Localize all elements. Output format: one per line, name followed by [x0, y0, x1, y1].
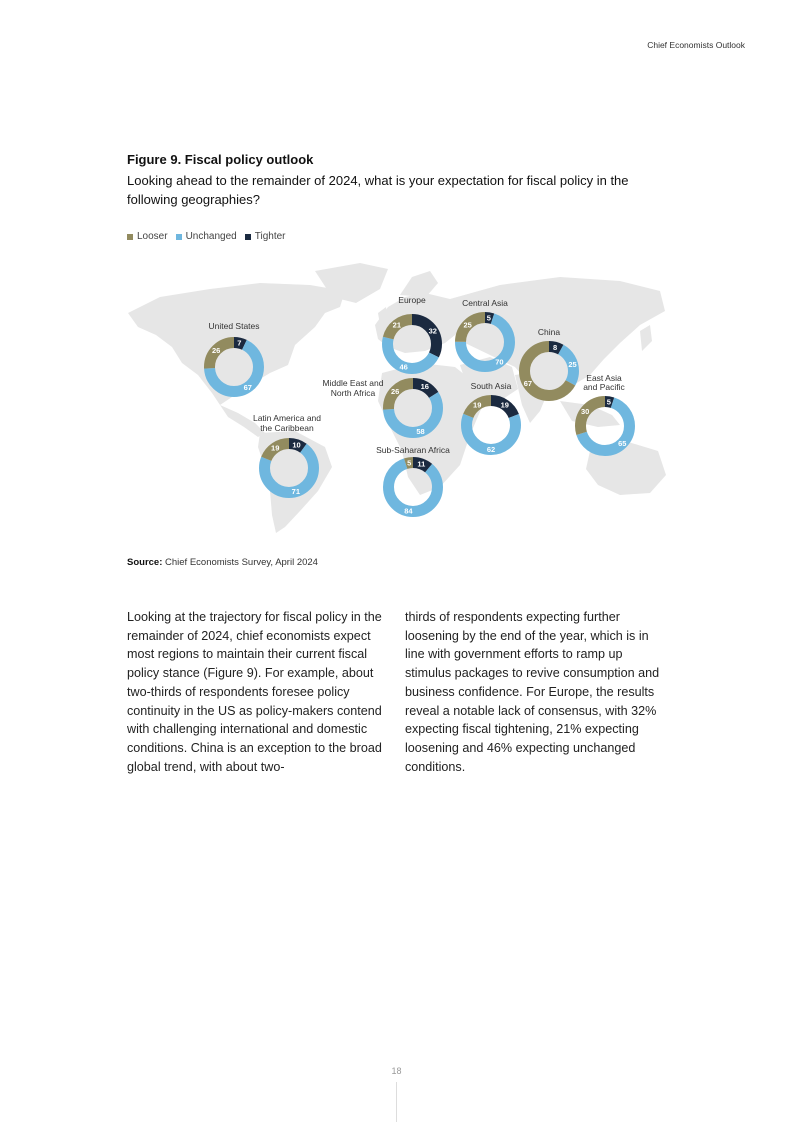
region-label-eap-2: and Pacific	[583, 382, 625, 392]
value-label-eap-unchanged: 65	[618, 438, 627, 448]
value-label-eap-looser: 30	[581, 407, 590, 417]
region-label-south_asia: South Asia	[470, 381, 512, 391]
region-label-china: China	[537, 327, 561, 337]
value-label-us-looser: 26	[211, 345, 221, 355]
value-label-china-looser: 67	[523, 379, 533, 389]
body-column-left: Looking at the trajectory for fiscal policy in the remainder of 2024, chief economists expect most regions to maintain their current fiscal policy stance (Figure 9). For example, about two-thirds of respondents foresee policy continuity in the US as policy-makers contend with challenging international and domestic conditions. China is an exception to the broad global trend, with about two-	[127, 610, 382, 774]
value-label-europe-unchanged: 46	[399, 362, 408, 372]
region-label-mena-1: Middle East and	[322, 378, 384, 388]
region-label-europe: Europe	[398, 295, 426, 305]
world-map-chart	[120, 255, 680, 540]
legend-label-looser: Looser	[137, 231, 168, 242]
region-label-latam-1: Latin America and	[252, 413, 322, 423]
value-label-eap-tighter: 5	[606, 397, 611, 407]
value-label-europe-looser: 21	[392, 320, 402, 330]
legend-label-tighter: Tighter	[254, 231, 286, 242]
legend-swatch-looser	[127, 234, 133, 240]
value-label-latam-unchanged: 71	[291, 487, 301, 497]
header-title: Chief Economists Outlook	[647, 40, 745, 50]
legend-item-looser	[127, 231, 168, 242]
legend-swatch-tighter	[245, 234, 251, 240]
value-label-europe-tighter: 32	[428, 326, 437, 336]
value-label-us-unchanged: 67	[243, 382, 252, 392]
figure-source	[127, 557, 318, 568]
value-label-mena-unchanged: 58	[416, 426, 425, 436]
value-label-south_asia-looser: 19	[473, 400, 482, 410]
donut-south_asia	[467, 400, 516, 454]
value-label-ssa-tighter: 11	[417, 459, 426, 469]
region-label-central_asia: Central Asia	[462, 298, 508, 308]
legend-label-unchanged: Unchanged	[185, 231, 237, 242]
value-label-south_asia-tighter: 19	[500, 400, 509, 410]
region-label-eap-1: East Asia	[586, 373, 622, 383]
world-map-background	[128, 263, 666, 533]
value-label-south_asia-unchanged: 62	[486, 445, 496, 455]
value-label-china-tighter: 8	[553, 342, 558, 352]
region-label-latam-2: the Caribbean	[260, 423, 314, 433]
page-number: 18	[391, 1066, 402, 1076]
page-divider-line	[396, 1082, 397, 1122]
value-label-central_asia-tighter: 5	[486, 313, 491, 323]
value-label-ssa-looser: 5	[407, 458, 412, 468]
figure-subtitle: Looking ahead to the remainder of 2024, what is your expectation for fiscal policy in the following geographies?	[127, 173, 629, 207]
chart-legend	[127, 231, 286, 242]
region-label-us: United States	[208, 321, 260, 331]
value-label-us-tighter: 7	[237, 338, 242, 348]
figure-title: Figure 9. Fiscal policy outlook	[127, 152, 314, 167]
value-label-latam-tighter: 10	[292, 440, 301, 450]
region-label-ssa: Sub-Saharan Africa	[376, 445, 450, 455]
region-label-mena-2: North Africa	[330, 388, 376, 398]
legend-item-tighter	[245, 231, 286, 242]
source-text: Chief Economists Survey, April 2024	[165, 557, 318, 568]
value-label-mena-tighter: 16	[420, 382, 429, 392]
value-label-china-unchanged: 25	[568, 359, 577, 369]
value-label-ssa-unchanged: 84	[404, 506, 413, 516]
value-label-central_asia-looser: 25	[463, 320, 472, 330]
legend-swatch-unchanged	[176, 234, 182, 240]
body-column-right: thirds of respondents expecting further loosening by the end of the year, which is in line with government efforts to ramp up stimulus packages to revive consumption and business confidence. For Europe, the results reveal a notable lack of consensus, with 32% expecting fiscal tightening, 21% expecting loosening and 46% expecting unchanged conditions.	[405, 610, 660, 774]
value-label-latam-looser: 19	[271, 443, 280, 453]
value-label-central_asia-unchanged: 70	[495, 357, 504, 367]
source-label: Source:	[127, 557, 163, 568]
legend-item-unchanged	[176, 231, 237, 242]
value-label-mena-looser: 26	[390, 386, 400, 396]
